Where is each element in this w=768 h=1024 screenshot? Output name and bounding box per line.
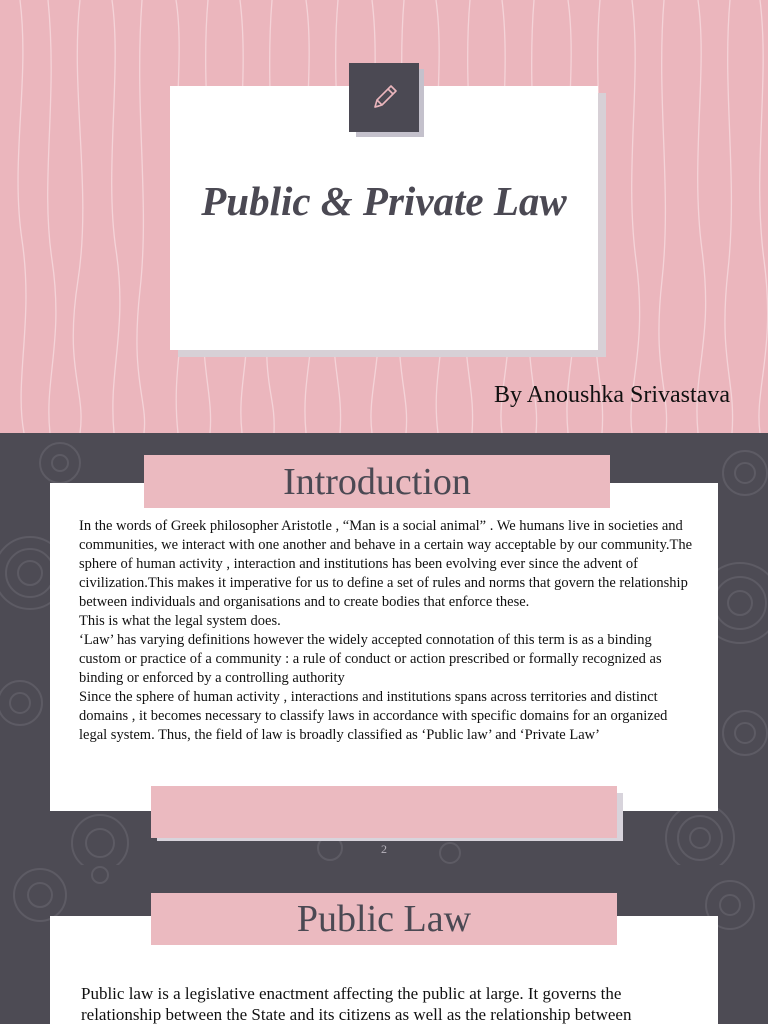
introduction-body <box>79 517 694 745</box>
public-law-body: Public law is a legislative enactment affecting the public at large. It governs the relationship between the State and its citizens as well as the relationship between <box>81 984 632 1024</box>
pencil-icon <box>349 63 419 132</box>
author-name: By Anoushka Srivastava <box>494 382 730 408</box>
title-slide <box>0 0 768 433</box>
paragraph: This is what the legal system does. <box>79 613 281 629</box>
introduction-heading: Introduction <box>144 455 610 508</box>
public-law-heading: Public Law <box>151 893 617 945</box>
slide-title: Public & Private Law <box>201 178 567 224</box>
paragraph: Since the sphere of human activity , interactions and institutions spans across territories and distinct domains , it becomes necessary to classify laws in accordance with specific domains for an organized legal system. Thus, the field of law is broadly classified as ‘Public law’ and ‘Private Law’ <box>79 689 668 743</box>
public-law-slide <box>0 865 768 1024</box>
paragraph: In the words of Greek philosopher Aristotle , “Man is a social animal” . We humans live in societies and communities, we interact with one another and behave in a certain way acceptable by our community.The sphere of human activity , interaction and institutions has been evolving ever since the advent of civilization.This makes it imperative for us to define a set of rules and norms that govern the relationship between individuals and organisations and to create bodies that enforce these. <box>79 518 693 610</box>
page-number: 2 <box>381 842 387 856</box>
paragraph: ‘Law’ has varying definitions however the widely accepted connotation of this term is as a binding custom or practice of a community : a rule of conduct or action prescribed or formally recognized as binding or enforced by a controlling authority <box>79 632 662 686</box>
footer-bar <box>151 786 617 838</box>
introduction-slide <box>0 433 768 865</box>
